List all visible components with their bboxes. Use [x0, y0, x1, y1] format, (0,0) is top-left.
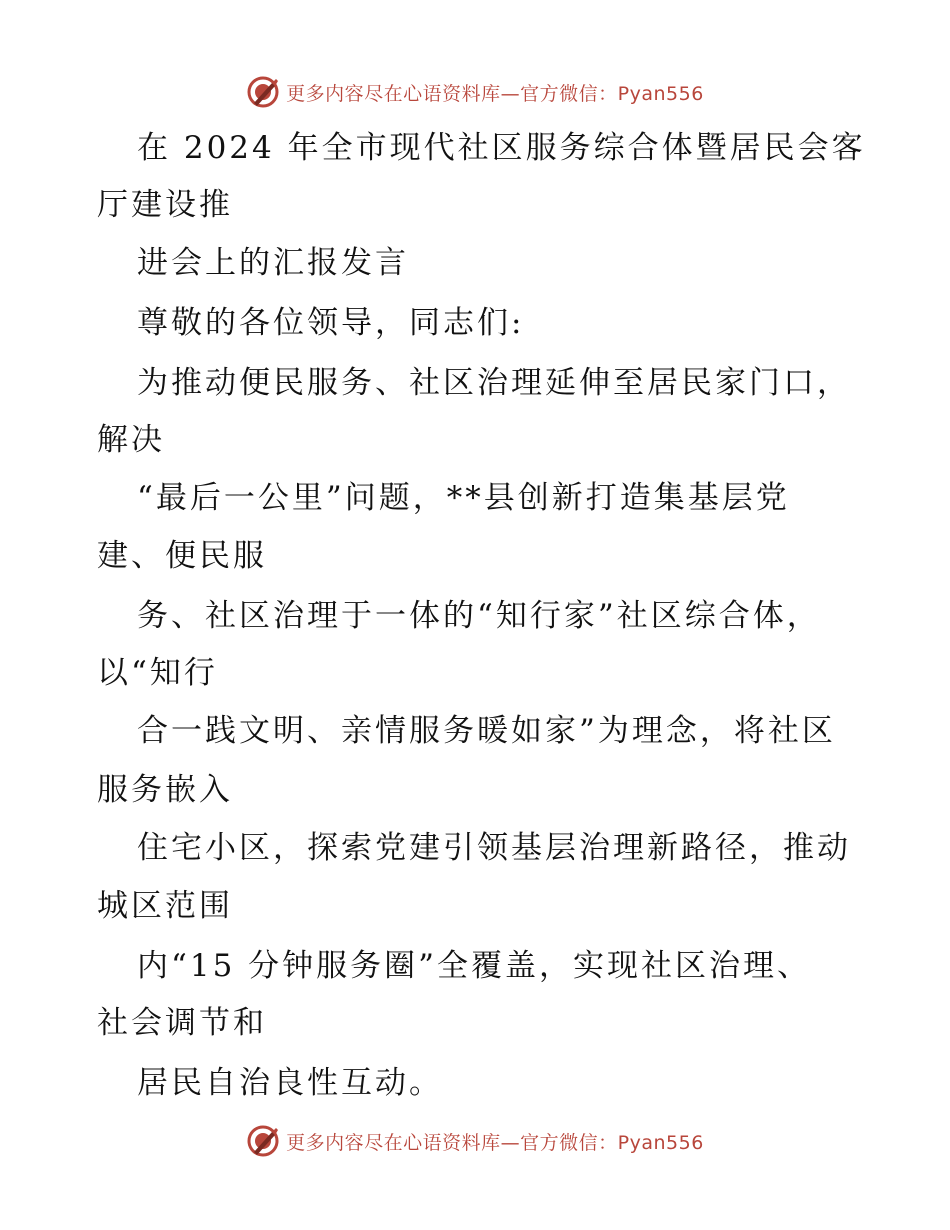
document-line: 建、便民服 [97, 538, 267, 574]
document-line: 以“知行 [97, 655, 218, 691]
document-line: 务、社区治理于一体的“知行家”社区综合体， [137, 598, 821, 634]
footer-watermark [0, 1121, 950, 1161]
pen-seal-icon [246, 1124, 280, 1158]
document-line: 厅建设推 [97, 187, 233, 223]
document-line: 解决 [97, 422, 165, 458]
document-line: 在 2024 年全市现代社区服务综合体暨居民会客 [137, 130, 866, 166]
footer-watermark-text: 更多内容尽在心语资料库—官方微信：Pyan556 [286, 1131, 704, 1154]
document-line: 内“15 分钟服务圈”全覆盖，实现社区治理、 [137, 948, 811, 984]
document-line: 合一践文明、亲情服务暖如家”为理念，将社区 [137, 713, 836, 749]
document-line: 住宅小区，探索党建引领基层治理新路径，推动 [137, 830, 851, 866]
pen-seal-icon [246, 75, 280, 109]
document-line: 进会上的汇报发言 [137, 245, 409, 281]
header-watermark [0, 72, 950, 112]
document-line: 城区范围 [97, 888, 233, 924]
document-line: 社会调节和 [97, 1005, 267, 1041]
document-line: 服务嵌入 [97, 772, 233, 808]
document-line: “最后一公里”问题，**县创新打造集基层党 [137, 480, 790, 516]
document-line: 为推动便民服务、社区治理延伸至居民家门口， [137, 365, 851, 401]
document-line: 居民自治良性互动。 [137, 1065, 443, 1101]
header-watermark-text: 更多内容尽在心语资料库—官方微信：Pyan556 [286, 82, 704, 105]
document-line: 尊敬的各位领导，同志们: [137, 305, 525, 341]
